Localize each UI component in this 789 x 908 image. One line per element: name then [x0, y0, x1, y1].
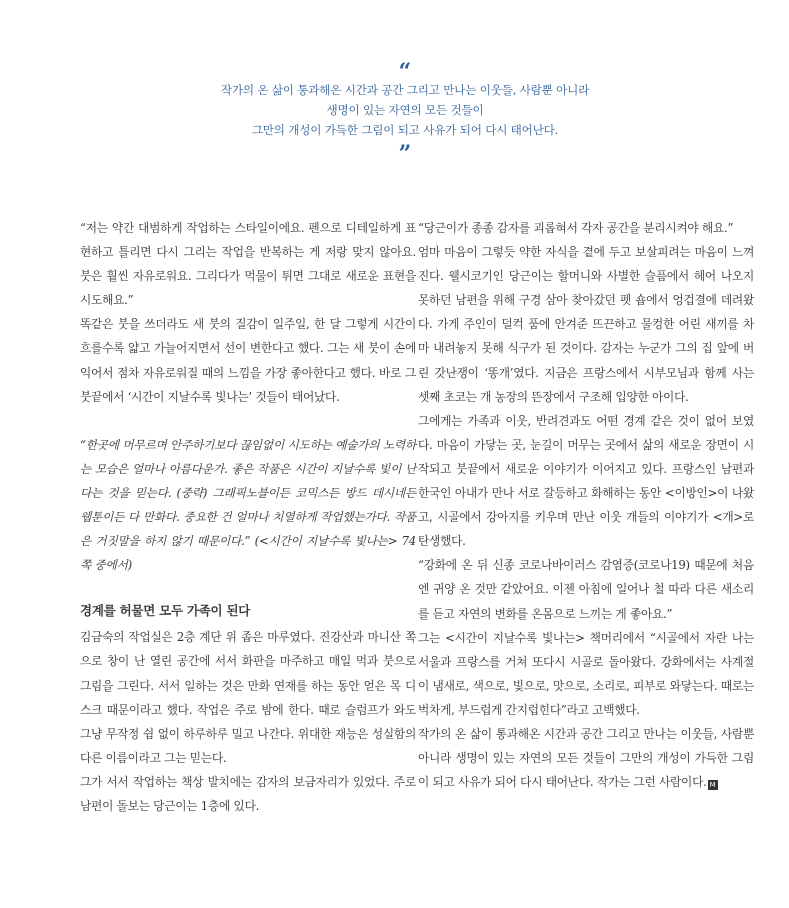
pull-quote: [80, 59, 730, 167]
paragraph: “강화에 온 뒤 신종 코로나바이러스 감염증(코로나19) 때문에 처음엔 귀양 온 것만 같았어요. 이젠 아침에 일어나 철 따라 다른 새소리를 듣고 자연의 변화를 온몸으로 느끼는 게 좋아요.”: [418, 558, 754, 621]
paragraph: [418, 722, 754, 794]
book-excerpt: “한곳에 머무르며 안주하기보다 끊임없이 시도하는 예술가의 노력하는 모습은 얼마나 아름다운가. 좋은 작품은 시간이 지날수록 빛이 난다는 것을 믿는다. (중략) 그래픽노블이든 코믹스든 방드 데시네든 웹툰이든 다 만화다. 중요한 건 얼마나 치열하게 작업했는가다. 작품은 거짓말을 하지 않기 때문이다.” (<시간이 지날수록 빛나는> 74쪽 중에서): [80, 437, 416, 573]
close-quote-icon: ”: [398, 141, 412, 167]
pull-quote-line: 작가의 온 삶이 통과해온 시간과 공간 그리고 만나는 이웃들, 사람뿐 아니라: [220, 83, 590, 97]
left-column: [80, 216, 416, 818]
end-mark-icon: M: [708, 780, 718, 790]
paragraph: 그에게는 가족과 이웃, 반려견과도 어떤 경계 같은 것이 없어 보였다. 마음이 가닿는 곳, 눈길이 머무는 곳에서 삶의 새로운 장면이 시작되고 붓끝에서 새로운 이야기가 이어지고 있다. 프랑스인 남편과 한국인 아내가 만나 서로 갈등하고 화해하는 동안 <이방인>이 나왔고, 시골에서 강아지를 키우며 만난 이웃 개들의 이야기가 <개>로 탄생했다.: [418, 413, 754, 549]
section-heading: 경계를 허물면 모두 가족이 된다: [80, 603, 251, 619]
paragraph: 그가 서서 작업하는 책상 발치에는 감자의 보금자리가 있었다. 주로 남편이 돌보는 당근이는 1층에 있다.: [80, 774, 416, 813]
paragraph: “당근이가 종종 감자를 괴롭혀서 각자 공간을 분리시켜야 해요.”: [418, 221, 734, 235]
pull-quote-line: 그만의 개성이 가득한 그림이 되고 사유가 되어 다시 태어난다.: [251, 123, 559, 137]
closing-text: 작가의 온 삶이 통과해온 시간과 공간 그리고 만나는 이웃들, 사람뿐 아니라 생명이 있는 자연의 모든 것들이 그만의 개성이 가득한 그림이 되고 사유가 되어 다시 태어난다. 작가는 그런 사람이다.: [418, 726, 754, 790]
pull-quote-line: 생명이 있는 자연의 모든 것들이: [326, 103, 484, 117]
paragraph: 그는 <시간이 지날수록 빛나는> 책머리에서 “시골에서 자란 나는 서울과 프랑스를 거쳐 또다시 시골로 돌아왔다. 강화에서는 사계절이 냄새로, 색으로, 빛으로, 맛으로, 소리로, 피부로 와닿는다. 때로는 벅차게, 부드럽게 간지럽힌다”라고 고백했다.: [418, 630, 754, 717]
paragraph: 똑같은 붓을 쓰더라도 새 붓의 질감이 일주일, 한 달 그렇게 시간이 흐를수록 얇고 가늘어지면서 선이 변한다고 했다. 그는 새 붓이 손에 익어서 점차 자유로워질 때의 느낌을 가장 좋아한다고 했다. 바로 그 붓끝에서 ‘시간이 지날수록 빛나는’ 것들이 태어났다.: [80, 317, 416, 404]
right-column: [418, 216, 754, 794]
paragraph: “저는 약간 대범하게 작업하는 스타일이에요. 펜으로 디테일하게 표현하고 틀리면 다시 그리는 작업을 반복하는 게 저랑 맞지 않아요. 붓은 훨씬 자유로워요. 그리다가 먹물이 튀면 그대로 새로운 표현을 시도해요.”: [80, 221, 416, 308]
paragraph: 엄마 마음이 그렇듯 약한 자식을 곁에 두고 보살피려는 마음이 느껴진다. 웰시코기인 당근이는 할머니와 사별한 슬픔에서 헤어 나오지 못하던 남편을 위해 구경 삼아 찾아갔던 펫 숍에서 엉겁결에 데려왔다. 가게 주인이 덜컥 품에 안겨준 뜨끈하고 물컹한 어린 새끼를 차마 내려놓지 못해 식구가 된 것이다. 감자는 누군가 그의 집 앞에 버린 갓난쟁이 ‘똥개’였다. 지금은 프랑스에서 시부모님과 함께 사는 셋째 초코는 개 농장의 뜬장에서 구조해 입양한 아이다.: [418, 245, 754, 404]
paragraph: 김금숙의 작업실은 2층 계단 위 좁은 마루였다. 진강산과 마니산 쪽으로 창이 난 열린 공간에 서서 화판을 마주하고 매일 먹과 붓으로 그림을 그린다. 서서 일하는 것은 만화 연재를 하는 동안 얻은 목 디스크 때문이라고 했다. 작업은 주로 밤에 한다. 때로 슬럼프가 와도 그냥 무작정 쉼 없이 하루하루 밀고 나간다. 위대한 재능은 성실함의 다른 이름이라고 그는 믿는다.: [80, 630, 416, 765]
open-quote-icon: “: [398, 59, 412, 85]
